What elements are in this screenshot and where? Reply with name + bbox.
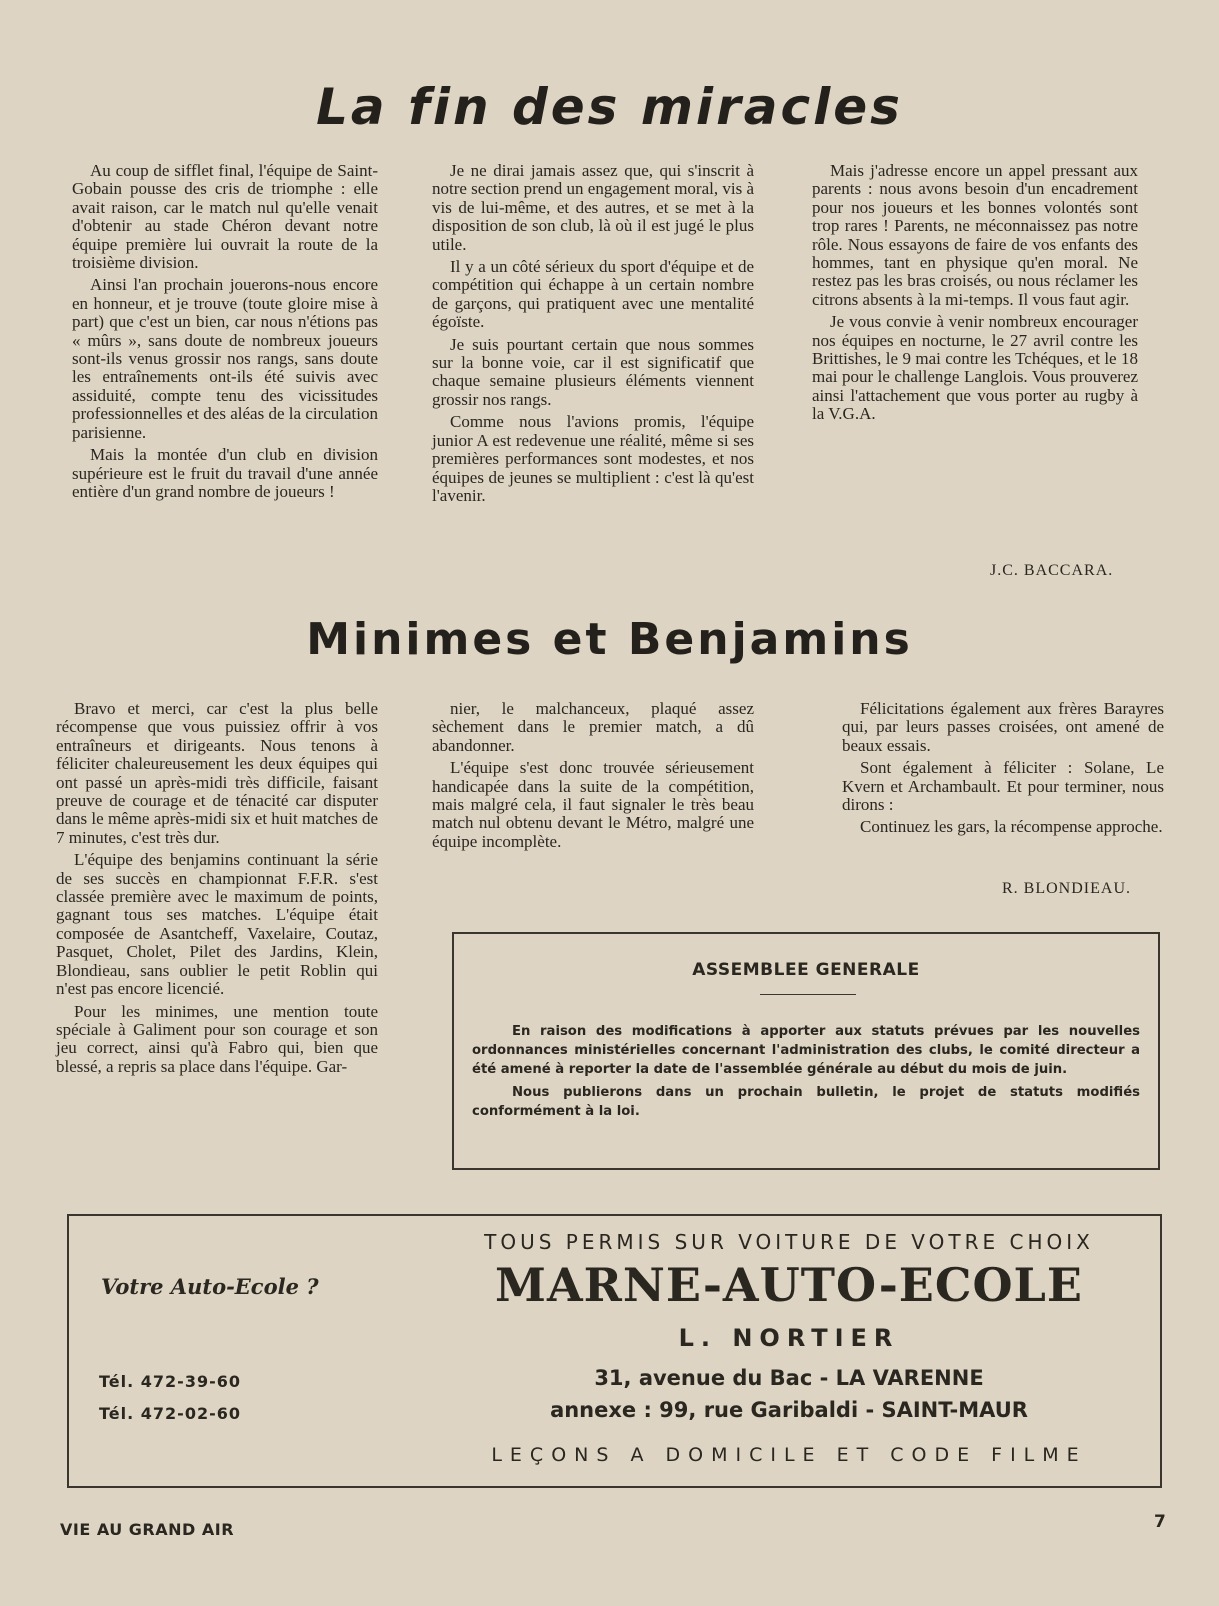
article1-col2-para-1: Je ne dirai jamais assez que, qui s'inscrit à notre section prend un engagement moral, vis à vis de lui-même, et des autres, et se met à la disposition de son club, là où il est jugé le plus utile. bbox=[432, 161, 754, 254]
notice-divider bbox=[760, 994, 856, 995]
article2-title: Minimes et Benjamins bbox=[306, 614, 913, 665]
notice-paragraph-2: Nous publierons dans un prochain bulletin, le projet de statuts modifiés conformément à la loi. bbox=[472, 1085, 1140, 1119]
article1-column-2 bbox=[432, 162, 754, 509]
article1-col3-para-1: Mais j'adresse encore un appel pressant aux parents : nous avons besoin d'un encadrement pour nos joueurs et les bonnes volontés sont trop rares ! Parents, ne méconnaissez pas notre rôle. Nous essayons de faire de vos enfants des hommes, tant en physique qu'en moral. Ne restez pas les bras croisés, ou nous réclamer les citrons absents à la mi-temps. Il vous faut agir. bbox=[812, 161, 1138, 309]
ad-owner-name: L. NORTIER bbox=[678, 1324, 900, 1352]
article2-column-2 bbox=[432, 700, 754, 855]
ad-telephone-2: Tél. 472-02-60 bbox=[99, 1404, 241, 1423]
notice-paragraph-1: En raison des modifications à apporter aux statuts prévues par les nouvelles ordonnances ministérielles concernant l'administration des clubs, le comité directeur a été amené à reporter la date de l'assemblée générale au début du mois de juin. bbox=[472, 1024, 1140, 1077]
assembly-notice-box bbox=[452, 932, 1160, 1170]
article1-col1-para-1: Au coup de sifflet final, l'équipe de Saint-Gobain pousse des cris de triomphe : elle avait raison, car le match nul qu'elle venait d'obtenir au stade Chéron devant notre équipe première lui ouvrait la route de la troisième division. bbox=[72, 161, 378, 273]
article2-col2-para-1: nier, le malchanceux, plaqué assez sèchement dans le premier match, a dû abandonner. bbox=[432, 699, 754, 755]
ad-question: Votre Auto-Ecole ? bbox=[101, 1274, 319, 1299]
ad-tagline-top: TOUS PERMIS SUR VOITURE DE VOTRE CHOIX bbox=[484, 1230, 1094, 1254]
article1-col2-para-2: Il y a un côté sérieux du sport d'équipe et de compétition qui échappe à un certain nombre de garçons, qui pratiquent avec une mentalité égoïste. bbox=[432, 257, 754, 332]
article2-col3-para-3: Continuez les gars, la récompense approche. bbox=[860, 817, 1163, 837]
article2-column-3 bbox=[842, 700, 1164, 841]
article1-col3-para-2: Je vous convie à venir nombreux encourager nos équipes en nocturne, le 27 avril contre les Brittishes, le 9 mai contre les Tchéques, et le 18 mai pour le challenge Langlois. Vous prouverez ainsi l'attachement que vous porter au rugby à la V.G.A. bbox=[812, 312, 1138, 424]
article1-col2-para-4: Comme nous l'avions promis, l'équipe junior A est redevenue une réalité, même si ses premières performances sont modestes, et nos équipes de jeunes se multiplient : c'est là qu'est l'avenir. bbox=[432, 412, 754, 505]
article2-col1-para-3: Pour les minimes, une mention toute spéciale à Galiment pour son courage et son jeu correct, ainsi qu'à Fabro qui, bien que blessé, a repris sa place dans l'équipe. Gar- bbox=[56, 1001, 378, 1076]
ad-telephone-1: Tél. 472-39-60 bbox=[99, 1372, 241, 1391]
article2-col1-para-1: Bravo et merci, car c'est la plus belle récompense que vous puissiez offrir à vos entraîneurs et dirigeants. Nous tenons à féliciter chaleureusement les deux équipes qui ont passé un après-midi très difficile, faisant preuve de courage et de ténacité car disputer dans le même après-midi six et huit matches de 7 minutes, c'est très dur. bbox=[56, 699, 378, 847]
notice-title: ASSEMBLEE GENERALE bbox=[692, 960, 920, 980]
notice-body bbox=[472, 1022, 1140, 1125]
article1-signature: J.C. BACCARA. bbox=[990, 562, 1114, 579]
article1-column-1 bbox=[72, 162, 378, 505]
ad-address-annex: annexe : 99, rue Garibaldi - SAINT-MAUR bbox=[550, 1398, 1028, 1422]
article2-col3-para-1: Félicitations également aux frères Barayres qui, par leurs passes croisées, ont amené de beaux essais. bbox=[842, 699, 1164, 755]
article1-column-3 bbox=[812, 162, 1138, 428]
article1-col1-para-2: Ainsi l'an prochain jouerons-nous encore en honneur, et je trouve (toute gloire mise à part) que c'est un bien, car nous n'étions pas « mûrs », sans doute de nombreux joueurs sont-ils venus grossir nos rangs, sans doute les entraînements ont-ils été suivis avec assiduité, compte tenu des vicissitudes professionnelles et des aléas de la circulation parisienne. bbox=[72, 275, 378, 442]
article2-column-1 bbox=[56, 700, 378, 1080]
ad-brand-name: MARNE-AUTO-ECOLE bbox=[495, 1258, 1083, 1312]
article1-col2-para-3: Je suis pourtant certain que nous sommes sur la bonne voie, car il est significatif que chaque semaine plusieurs éléments viennent grossir nos rangs. bbox=[432, 334, 754, 409]
article2-col3-para-2: Sont également à féliciter : Solane, Le Kvern et Archambault. Et pour terminer, nous dirons : bbox=[842, 758, 1164, 815]
article1-title: La fin des miracles bbox=[316, 78, 903, 136]
ad-address-main: 31, avenue du Bac - LA VARENNE bbox=[594, 1366, 984, 1390]
article2-signature: R. BLONDIEAU. bbox=[1002, 880, 1131, 897]
driving-school-advertisement bbox=[67, 1214, 1162, 1488]
page-number: 7 bbox=[1154, 1512, 1166, 1532]
article1-col1-para-3: Mais la montée d'un club en division supérieure est le fruit du travail d'une année entière d'un grand nombre de joueurs ! bbox=[72, 445, 378, 501]
article2-col1-para-2: L'équipe des benjamins continuant la série de ses succès en championnat F.F.R. s'est classée première avec le maximum de points, gagnant tous ses matches. L'équipe était composée de Asantcheff, Vaxelaire, Coutaz, Pasquet, Cholet, Pilet des Jardins, Klein, Blondieau, sans oublier le petit Roblin qui n'est pas encore licencié. bbox=[56, 850, 378, 999]
publication-name: VIE AU GRAND AIR bbox=[60, 1520, 235, 1539]
article2-col2-para-2: L'équipe s'est donc trouvée sérieusement handicapée dans la suite de la compétition, mais malgré cela, il faut signaler le très beau match nul obtenu devant le Métro, malgré une équipe incomplète. bbox=[432, 758, 754, 851]
ad-tagline-bottom: LEÇONS A DOMICILE ET CODE FILME bbox=[491, 1444, 1087, 1466]
